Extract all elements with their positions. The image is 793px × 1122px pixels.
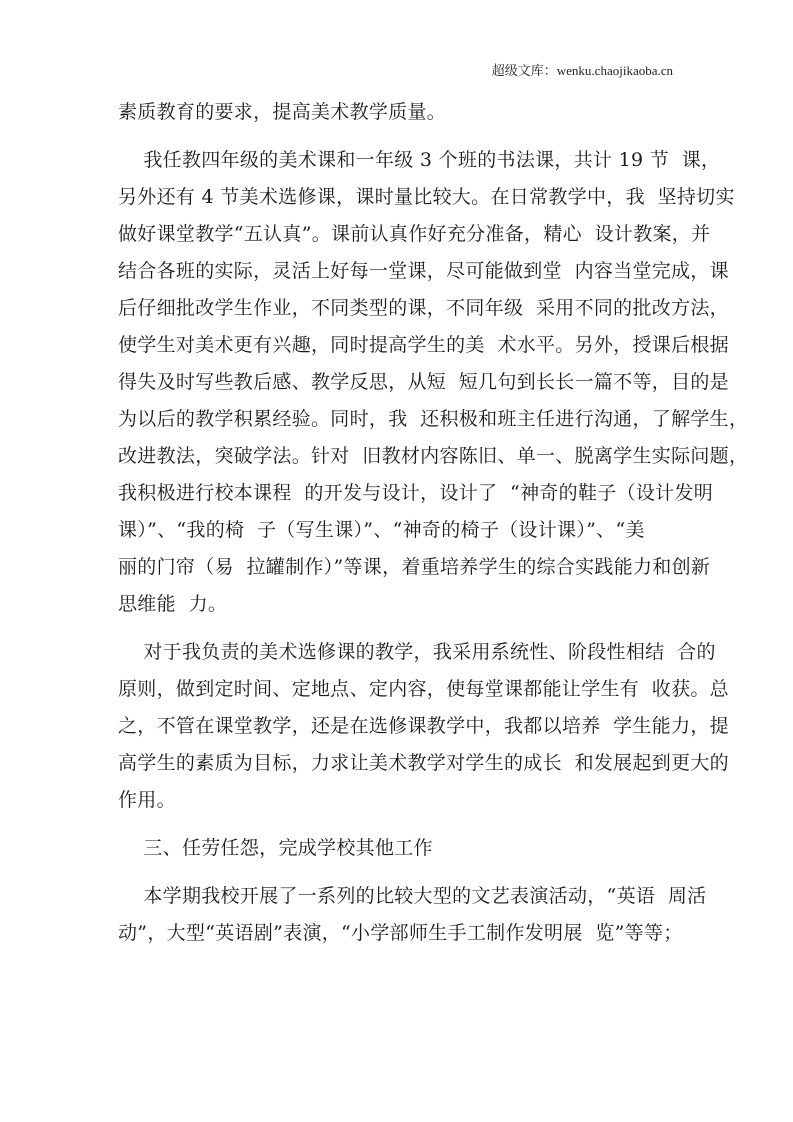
body-line-1: 素质教育的要求，提高美术教学质量。: [118, 101, 447, 123]
body-line-5: 结合各班的实际，灵活上好每一堂课，尽可能做到堂 内容当堂完成，课: [118, 260, 729, 282]
body-line-6: 后仔细批改学生作业，不同类型的课，不同年级 采用不同的批改方法，: [118, 297, 729, 319]
page-header: [492, 60, 673, 79]
body-line-17: 之，不管在课堂教学，还是在选修课教学中，我都以培养 学生能力，提: [118, 715, 729, 737]
body-line-7: 使学生对美术更有兴趣，同时提高学生的美 术水平。另外，授课后根据: [118, 334, 729, 356]
body-line-12: 课）”、“我的椅 子（写生课）”、“神奇的椅子（设计课）”、“美: [118, 519, 645, 541]
body-line-14: 思维能 力。: [118, 593, 228, 615]
body-line-19: 作用。: [118, 789, 176, 811]
body-line-2: 我任教四年级的美术课和一年级 3 个班的书法课，共计 19 节 课，: [118, 149, 721, 171]
body-line-10: 改进教法，突破学法。针对 旧教材内容陈旧、单一、脱离学生实际问题，: [118, 445, 749, 467]
body-line-8: 得失及时写些教后感、教学反思，从短 短几句到长长一篇不等，目的是: [118, 371, 729, 393]
body-line-22: 动”，大型“英语剧”表演，“小学部师生手工制作发明展 览”等等；: [118, 922, 683, 944]
body-line-3: 另外还有 4 节美术选修课，课时量比较大。在日常教学中，我 坚持切实: [118, 186, 735, 208]
body-line-4: 做好课堂教学“五认真”。课前认真作好充分准备，精心 设计教案，并: [118, 223, 711, 245]
site-label: 超级文库：: [491, 63, 557, 78]
body-line-21: 本学期我校开展了一系列的比较大型的文艺表演活动，“英语 周活: [118, 885, 707, 907]
body-line-13: 丽的门帘（易 拉罐制作）”等课，着重培养学生的综合实践能力和创新: [118, 556, 711, 578]
body-line-16: 原则，做到定时间、定地点、定内容，使每堂课都能让学生有 收获。总: [118, 678, 729, 700]
body-line-9: 为以后的教学积累经验。同时，我 还积极和班主任进行沟通，了解学生，: [118, 408, 749, 430]
site-url: wenku.chaojikaoba.cn: [556, 63, 673, 78]
section-heading: 三、任劳任怨，完成学校其他工作: [118, 837, 433, 859]
body-line-18: 高学生的素质为目标，力求让美术教学对学生的成长 和发展起到更大的: [118, 752, 729, 774]
body-line-11: 我积极进行校本课程 的开发与设计，设计了 “神奇的鞋子（设计发明: [118, 482, 714, 504]
body-line-15: 对于我负责的美术选修课的教学，我采用系统性、阶段性相结 合的: [118, 641, 716, 663]
